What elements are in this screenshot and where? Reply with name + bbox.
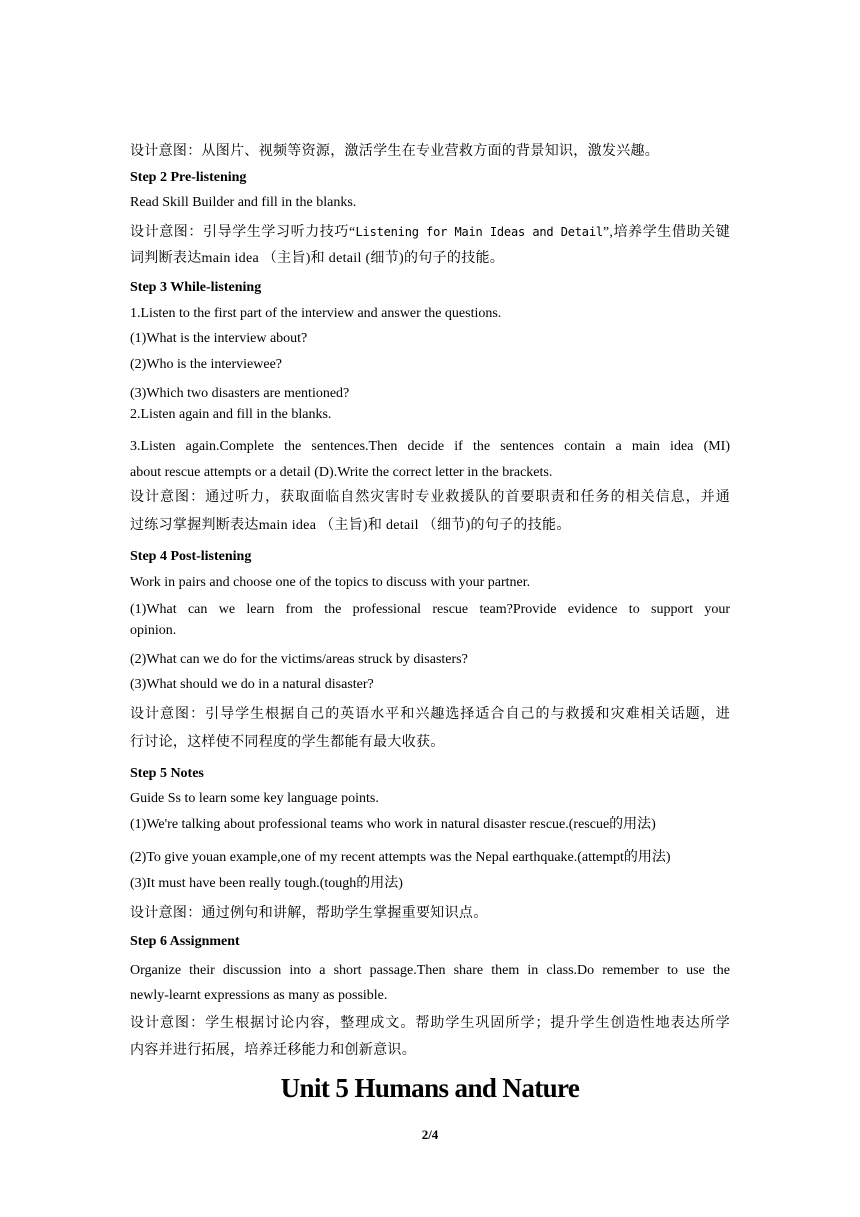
step6-instruction-line2: newly-learnt expressions as many as possible. [130, 988, 388, 1003]
step6-heading: Step 6 Assignment [130, 934, 240, 949]
step2-instruction: Read Skill Builder and fill in the blanks. [130, 195, 357, 210]
topic-1-line2: opinion. [130, 623, 177, 638]
intent-text: 设计意图：引导学生学习听力技巧“ [130, 225, 356, 240]
unit-title: Unit 5 Humans and Nature [280, 1073, 580, 1103]
step2-heading: Step 2 Pre-listening [130, 170, 247, 185]
design-intent-step2-line2: 词判断表达main idea （主旨)和 detail (细节)的句子的技能。 [130, 251, 505, 266]
question-3: (3)Which two disasters are mentioned? [130, 386, 350, 401]
intent-text-cont: ”,培养学生借助关键 [602, 225, 731, 240]
step3-task1: 1.Listen to the first part of the interview and answer the questions. [130, 306, 502, 321]
step4-instruction: Work in pairs and choose one of the topics to discuss with your partner. [130, 575, 531, 590]
step3-heading: Step 3 While-listening [130, 280, 262, 295]
question-1: (1)What is the interview about? [130, 331, 308, 346]
step4-heading: Step 4 Post-listening [130, 549, 252, 564]
design-intent-step6-line1: 设计意图：学生根据讨论内容，整理成文。帮助学生巩固所学；提升学生创造性地表达所学 [130, 1016, 730, 1031]
design-intent-step6-line2: 内容并进行拓展，培养迁移能力和创新意识。 [130, 1043, 416, 1058]
step3-task3-line1: 3.Listen again.Complete the sentences.Then decide if the sentences contain a main idea (MI) [130, 439, 730, 454]
design-intent-step3-line2: 过练习掌握判断表达main idea （主旨)和 detail （细节)的句子的技能。 [130, 518, 571, 533]
step3-task3-line2: about rescue attempts or a detail (D).Write the correct letter in the brackets. [130, 465, 553, 480]
design-intent-step4-line2: 行讨论，这样使不同程度的学生都能有最大收获。 [130, 735, 445, 750]
design-intent-step2-line1 [130, 219, 730, 246]
skill-name: Listening for Main Ideas and Detail [355, 225, 603, 239]
step3-task2: 2.Listen again and fill in the blanks. [130, 407, 332, 422]
language-point-1: (1)We're talking about professional teams who work in natural disaster rescue.(rescue的用法) [130, 817, 656, 832]
step5-heading: Step 5 Notes [130, 766, 204, 781]
design-intent-step1: 设计意图：从图片、视频等资源，激活学生在专业营救方面的背景知识，激发兴趣。 [130, 144, 660, 159]
topic-3: (3)What should we do in a natural disaster? [130, 677, 374, 692]
topic-1-line1: (1)What can we learn from the professional rescue team?Provide evidence to support your [130, 602, 730, 617]
language-point-2: (2)To give youan example,one of my recent attempts was the Nepal earthquake.(attempt的用法) [130, 850, 671, 865]
design-intent-step4-line1: 设计意图：引导学生根据自己的英语水平和兴趣选择适合自己的与救援和灾难相关话题，进 [130, 707, 730, 722]
topic-2: (2)What can we do for the victims/areas struck by disasters? [130, 652, 468, 667]
language-point-3: (3)It must have been really tough.(tough的用法) [130, 876, 403, 891]
step5-instruction: Guide Ss to learn some key language points. [130, 791, 379, 806]
step6-instruction-line1: Organize their discussion into a short passage.Then share them in class.Do remember to use the [130, 963, 730, 978]
page-number: 2/4 [421, 1127, 439, 1142]
question-2: (2)Who is the interviewee? [130, 357, 282, 372]
design-intent-step5: 设计意图：通过例句和讲解，帮助学生掌握重要知识点。 [130, 906, 488, 921]
design-intent-step3-line1: 设计意图：通过听力，获取面临自然灾害时专业救援队的首要职责和任务的相关信息，并通 [130, 490, 730, 505]
